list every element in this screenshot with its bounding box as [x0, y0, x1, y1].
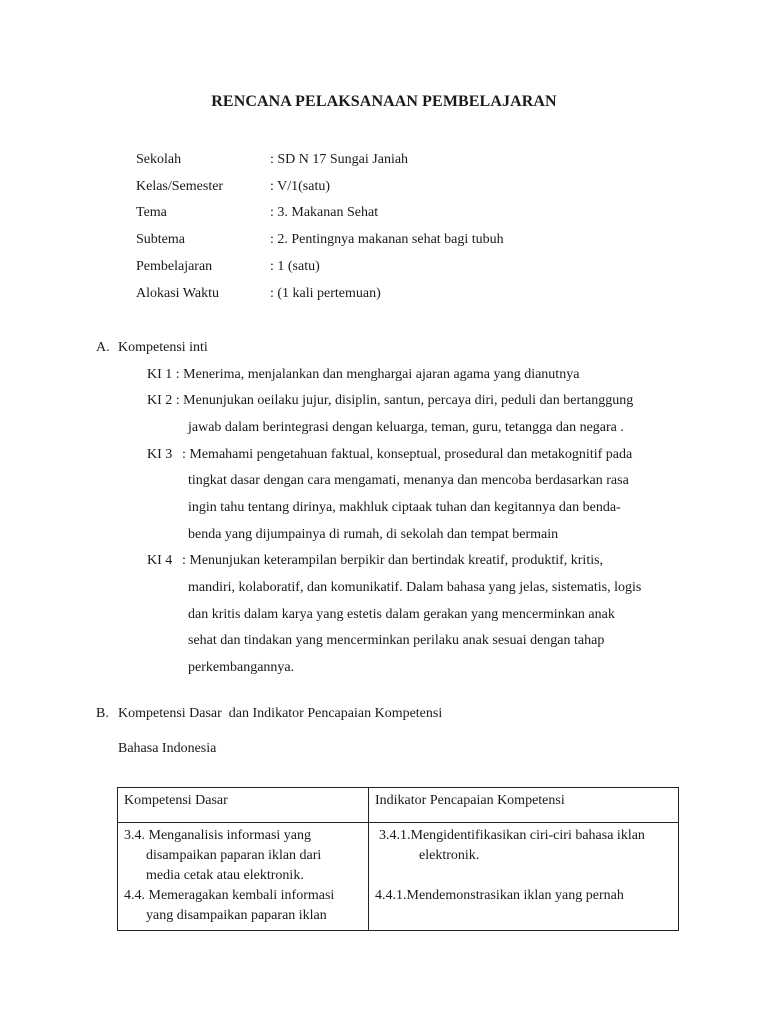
- ki1-text: KI 1 : Menerima, menjalankan dan menghargai ajaran agama yang dianutnya: [147, 367, 580, 382]
- meta-label: Tema: [136, 205, 167, 220]
- ki2-line: KI 2 : Menunjukan oeilaku jujur, disiplin, santun, percaya diri, peduli dan bertanggung: [147, 393, 634, 408]
- ki4-line: : Menunjukan keterampilan berpikir dan bertindak kreatif, produktif, kritis,: [182, 553, 604, 568]
- meta-value: : V/1(satu): [270, 179, 331, 194]
- table-header-row: [118, 788, 679, 823]
- ki3-label: KI 3: [147, 447, 173, 462]
- kd-line: yang disampaikan paparan iklan: [146, 908, 327, 923]
- meta-label: Alokasi Waktu: [136, 286, 219, 301]
- ki3-line: benda yang dijumpainya di rumah, di sekolah dan tempat bermain: [188, 527, 559, 542]
- ki4-line: sehat dan tindakan yang mencerminkan perilaku anak sesuai dengan tahap: [188, 633, 605, 648]
- meta-value: : 2. Pentingnya makanan sehat bagi tubuh: [270, 232, 504, 247]
- ki4-line: dan kritis dalam karya yang estetis dalam gerakan yang mencerminkan anak: [188, 607, 615, 622]
- section-a-marker: A.: [96, 340, 110, 355]
- ki4-label: KI 4: [147, 553, 173, 568]
- ki4-line: perkembangannya.: [188, 660, 295, 675]
- document-title: RENCANA PELAKSANAAN PEMBELAJARAN: [211, 93, 557, 110]
- ki2-line: jawab dalam berintegrasi dengan keluarga, teman, guru, tetangga dan negara .: [188, 420, 624, 435]
- meta-label: Pembelajaran: [136, 259, 213, 274]
- kd-line: 3.4. Menganalisis informasi yang: [124, 828, 312, 843]
- ipk-line: elektronik.: [419, 848, 480, 863]
- subject-label: Bahasa Indonesia: [118, 741, 217, 756]
- table-row: [118, 823, 679, 931]
- meta-value: : SD N 17 Sungai Janiah: [270, 152, 409, 167]
- kd-line: disampaikan paparan iklan dari: [146, 848, 322, 863]
- ipk-line: 4.4.1.Mendemonstrasikan iklan yang pernah: [375, 888, 624, 903]
- meta-label: Sekolah: [136, 152, 182, 167]
- ki3-line: ingin tahu tentang dirinya, makhluk ciptaak tuhan dan kegitannya dan benda-: [188, 500, 621, 515]
- ipk-line: 3.4.1.Mengidentifikasikan ciri-ciri bahasa iklan: [379, 828, 645, 843]
- table-header-kompetensi-dasar: Kompetensi Dasar: [118, 788, 369, 823]
- kd-cell: [118, 823, 369, 931]
- meta-value: : (1 kali pertemuan): [270, 286, 381, 301]
- section-a-heading: Kompetensi inti: [118, 340, 208, 355]
- kd-line: media cetak atau elektronik.: [146, 868, 304, 883]
- kd-line: 4.4. Memeragakan kembali informasi: [124, 888, 335, 903]
- ipk-cell: [369, 823, 679, 931]
- competency-table: [117, 787, 679, 931]
- ki3-line: : Memahami pengetahuan faktual, konseptual, prosedural dan metakognitif pada: [182, 447, 633, 462]
- meta-label: Kelas/Semester: [136, 179, 224, 194]
- section-b-heading: Kompetensi Dasar dan Indikator Pencapaian Kompetensi: [118, 706, 443, 721]
- section-b-marker: B.: [96, 706, 109, 721]
- ki4-line: mandiri, kolaboratif, dan komunikatif. Dalam bahasa yang jelas, sistematis, logis: [188, 580, 642, 595]
- meta-label: Subtema: [136, 232, 185, 247]
- meta-value: : 1 (satu): [270, 259, 320, 274]
- ki3-line: tingkat dasar dengan cara mengamati, menanya dan mencoba berdasarkan rasa: [188, 473, 629, 488]
- meta-value: : 3. Makanan Sehat: [270, 205, 379, 220]
- table-header-indikator: Indikator Pencapaian Kompetensi: [369, 788, 679, 823]
